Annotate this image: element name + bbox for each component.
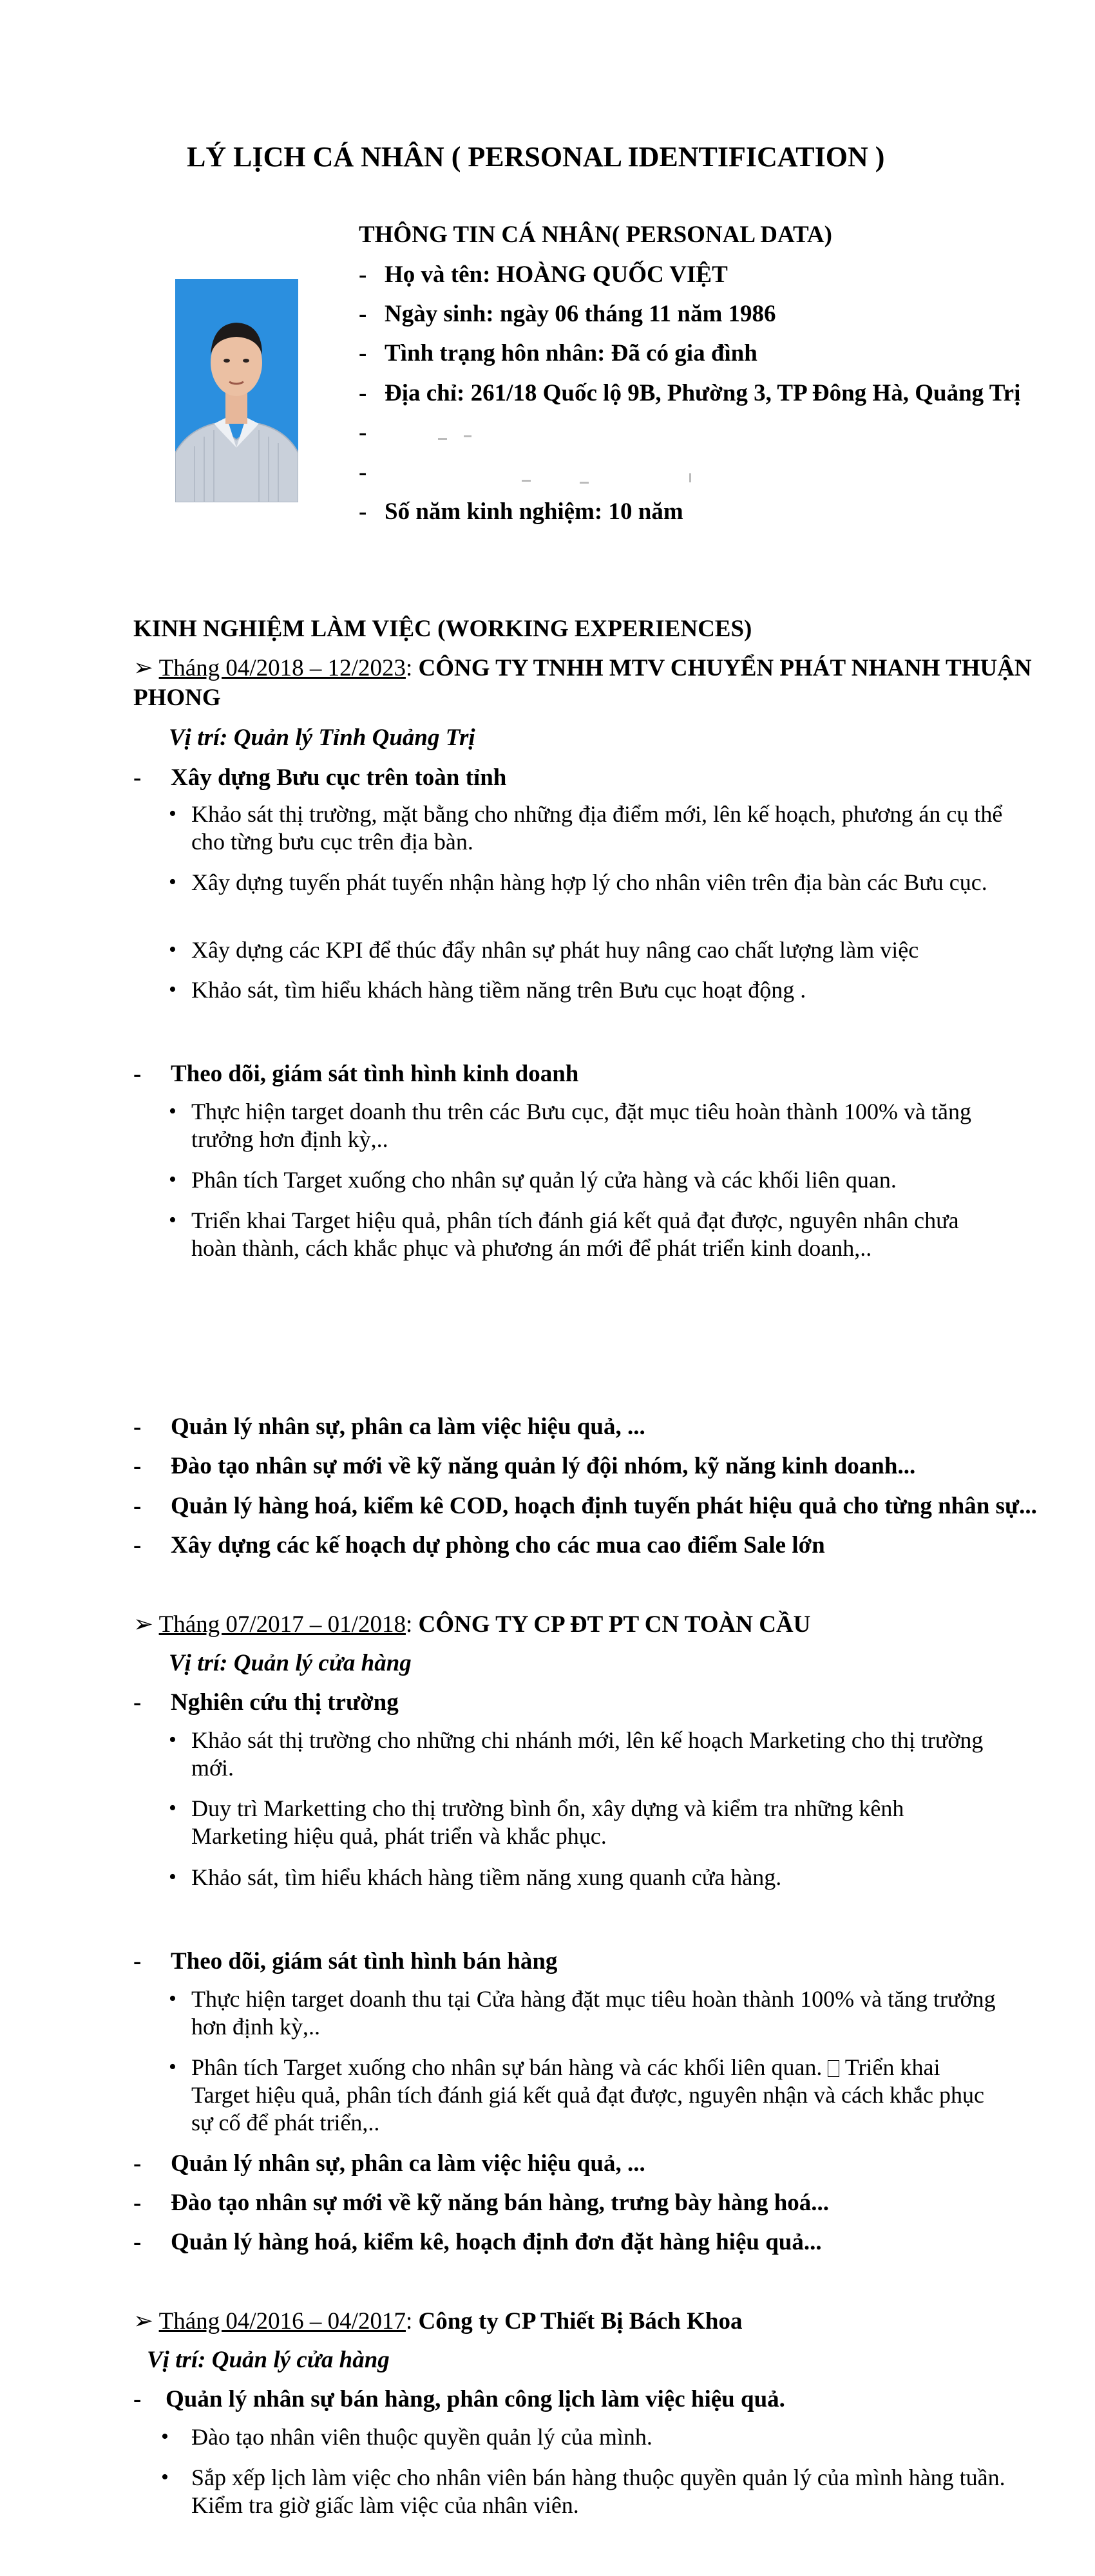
job-1-company-line1: CÔNG TY TNHH MTV CHUYỂN PHÁT NHANH THUẬN [418, 655, 1032, 681]
job-1-position: Vị trí: Quản lý Tỉnh Quảng Trị [169, 724, 475, 751]
personal-item-redacted-2: - [359, 459, 367, 486]
redacted-mark [464, 435, 471, 437]
job-2-extra-1: - Quản lý nhân sự, phân ca làm việc hiệu quả, ... [133, 2150, 645, 2177]
page-title: LÝ LỊCH CÁ NHÂN ( PERSONAL IDENTIFICATION ) [187, 141, 885, 173]
bullet-dot: • [169, 2055, 176, 2079]
list-item: Khảo sát, tìm hiểu khách hàng tiềm năng xung quanh cửa hàng. [191, 1864, 782, 1890]
personal-item-name: - Họ và tên: HOÀNG QUỐC VIỆT [359, 261, 728, 288]
list-item: Phân tích Target xuống cho nhân sự bán hàng và các khối liên quan. Triển khai Target hiệu quả, phân tích đánh giá kết quả đạt được, nguyên nhận và cách khắc phục sự cố để phát triển,.. [191, 2054, 984, 2136]
job-1-group1-title: - Xây dựng Bưu cục trên toàn tỉnh [133, 764, 507, 791]
bullet-dot: • [169, 1865, 176, 1889]
list-item: Xây dựng tuyến phát tuyến nhận hàng hợp lý cho nhân viên trên địa bàn các Bưu cục. [191, 869, 987, 895]
personal-item-birthdate: - Ngày sinh: ngày 06 tháng 11 năm 1986 [359, 301, 776, 327]
job-1-extra-3: - Quản lý hàng hoá, kiểm kê COD, hoạch định tuyến phát hiệu quả cho từng nhân sự... [133, 1493, 1037, 1519]
personal-item-address: - Địa chỉ: 261/18 Quốc lộ 9B, Phường 3, TP Đông Hà, Quảng Trị [359, 380, 1021, 406]
list-item: Khảo sát, tìm hiểu khách hàng tiềm năng trên Bưu cục hoạt động . [191, 977, 806, 1003]
list-item: Đào tạo nhân viên thuộc quyền quản lý của mình. [191, 2424, 652, 2450]
list-item: Sắp xếp lịch làm việc cho nhân viên bán hàng thuộc quyền quản lý của mình hàng tuần. Kiểm tra giờ giấc làm việc của nhân viên. [191, 2465, 1005, 2518]
bullet-dot: • [169, 1796, 176, 1820]
list-item: Phân tích Target xuống cho nhân sự quản lý cửa hàng và các khối liên quan. [191, 1167, 897, 1193]
job-2-extra-3: - Quản lý hàng hoá, kiểm kê, hoạch định đơn đặt hàng hiệu quả... [133, 2229, 822, 2255]
job-1-extra-2: - Đào tạo nhân sự mới về kỹ năng quản lý đội nhóm, kỹ năng kinh doanh... [133, 1453, 916, 1479]
list-item: Khảo sát thị trường, mặt bằng cho những địa điểm mới, lên kế hoạch, phương án cụ thể cho từng bưu cục trên địa bàn. [191, 801, 1003, 855]
list-item: Duy trì Marketting cho thị trường bình ổn, xây dựng và kiểm tra những kênh Marketing hiệu quả, phát triển và khắc phục. [191, 1795, 904, 1849]
list-item: Thực hiện target doanh thu trên các Bưu cục, đặt mục tiêu hoàn thành 100% và tăng trưởng hơn định kỳ,.. [191, 1099, 971, 1152]
redacted-mark [438, 438, 447, 440]
personal-item-marital-status: - Tình trạng hôn nhân: Đã có gia đình [359, 340, 757, 366]
list-item: Khảo sát thị trường cho những chi nhánh mới, lên kế hoạch Marketing cho thị trường mới. [191, 1727, 984, 1781]
redacted-mark [580, 482, 589, 484]
job-3-company: Công ty CP Thiết Bị Bách Khoa [418, 2308, 743, 2334]
bullet-dot: • [169, 1208, 176, 1232]
job-1-company-line2: PHONG [133, 685, 221, 711]
job-1-extra-4: - Xây dựng các kế hoạch dự phòng cho các mua cao điểm Sale lớn [133, 1532, 825, 1558]
bullet-dot: • [169, 1168, 176, 1191]
list-item: Xây dựng các KPI để thúc đẩy nhân sự phát huy nâng cao chất lượng làm việc [191, 937, 919, 963]
bullet-dot: • [169, 938, 176, 961]
job-3-header: ➢ Tháng 04/2016 – 04/2017: Công ty CP Thiết Bị Bách Khoa [133, 2308, 743, 2334]
redacted-mark [689, 473, 691, 482]
bullet-dot: • [169, 1728, 176, 1752]
bullet-dot: • [169, 978, 176, 1001]
portrait-photo [175, 279, 298, 502]
job-2-group1-title: - Nghiên cứu thị trường [133, 1689, 399, 1716]
list-item: Thực hiện target doanh thu tại Cửa hàng đặt mục tiêu hoàn thành 100% và tăng trưởng hơn định kỳ,.. [191, 1986, 996, 2040]
job-2-group2-title: - Theo dõi, giám sát tình hình bán hàng [133, 1948, 558, 1975]
experience-heading: KINH NGHIỆM LÀM VIỆC (WORKING EXPERIENCES) [133, 616, 752, 642]
job-3-period: Tháng 04/2016 – 04/2017 [158, 2308, 406, 2334]
job-3-position: Vị trí: Quản lý cửa hàng [147, 2347, 390, 2373]
avatar [175, 279, 298, 502]
bullet-dot: • [169, 802, 176, 826]
personal-item-experience-years: - Số năm kinh nghiệm: 10 năm [359, 498, 683, 525]
job-2-extra-2: - Đào tạo nhân sự mới về kỹ năng bán hàng, trưng bày hàng hoá... [133, 2190, 830, 2216]
bullet-dot: • [169, 1099, 176, 1123]
bullet-dot: • [169, 870, 176, 894]
job-2-company: CÔNG TY CP ĐT PT CN TOÀN CẦU [418, 1611, 811, 1638]
personal-data-heading: THÔNG TIN CÁ NHÂN( PERSONAL DATA) [359, 222, 832, 248]
job-2-header: ➢ Tháng 07/2017 – 01/2018: CÔNG TY CP ĐT PT CN TOÀN CẦU [133, 1611, 811, 1638]
job-1-group2-title: - Theo dõi, giám sát tình hình kinh doanh [133, 1061, 579, 1087]
list-item: Triển khai Target hiệu quả, phân tích đánh giá kết quả đạt được, nguyên nhân chưa hoàn thành, cách khắc phục và phương án mới để phát triển kinh doanh,.. [191, 1208, 959, 1261]
missing-glyph-icon [828, 2060, 839, 2077]
bullet-dot: • [169, 1987, 176, 2011]
job-1-extra-1: - Quản lý nhân sự, phân ca làm việc hiệu quả, ... [133, 1414, 645, 1440]
bullet-dot: • [161, 2425, 169, 2448]
job-2-position: Vị trí: Quản lý cửa hàng [169, 1650, 412, 1676]
redacted-mark [522, 480, 531, 482]
job-1-period: Tháng 04/2018 – 12/2023 [158, 655, 406, 681]
bullet-dot: • [161, 2465, 169, 2489]
job-3-group1-title: - Quản lý nhân sự bán hàng, phân công lịch làm việc hiệu quả. [133, 2386, 785, 2412]
job-2-period: Tháng 07/2017 – 01/2018 [158, 1611, 406, 1638]
job-1-header: ➢ Tháng 04/2018 – 12/2023: CÔNG TY TNHH MTV CHUYỂN PHÁT NHANH THUẬN [133, 655, 1032, 681]
personal-item-redacted-1: - [359, 419, 367, 446]
